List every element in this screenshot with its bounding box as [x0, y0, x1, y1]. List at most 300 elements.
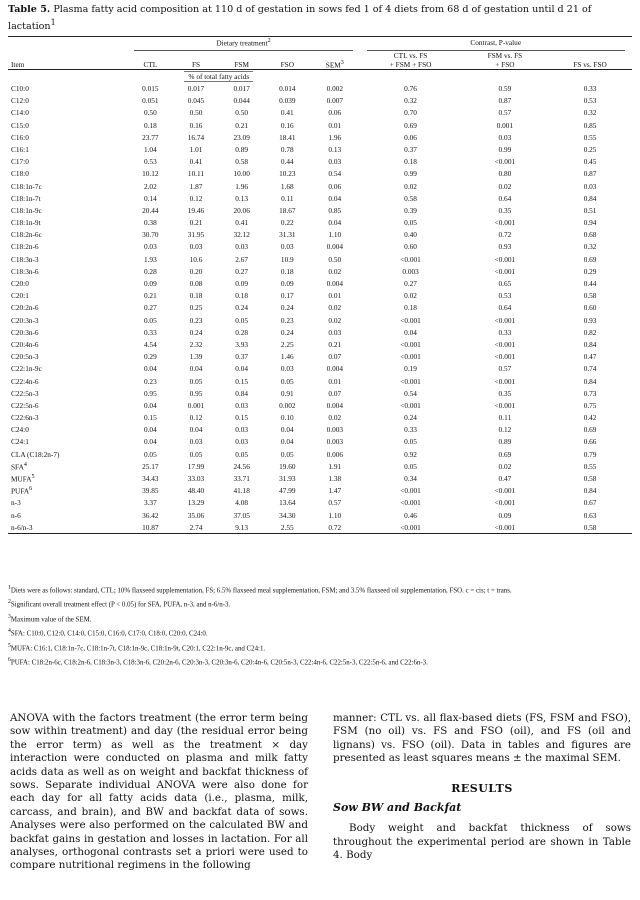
table-cell: 0.38: [143, 218, 157, 228]
table-cell: <0.001: [400, 376, 421, 386]
table-cell: 0.57: [498, 364, 512, 374]
table-cell: 0.03: [189, 437, 203, 447]
table-cell: 2.02: [143, 181, 157, 191]
table-cell: 0.02: [328, 315, 342, 325]
table-cell: 0.32: [583, 108, 597, 118]
table-cell: 0.47: [583, 352, 597, 362]
table-cell: 32.12: [233, 230, 250, 240]
table-cell: 0.05: [404, 218, 417, 228]
table-cell: 0.05: [143, 449, 157, 459]
table-cell: 0.58: [583, 522, 597, 532]
table-cell: 0.69: [583, 254, 597, 264]
item-header: Item: [11, 60, 25, 70]
table-cell: 0.37: [404, 144, 417, 154]
table-cell: 1.46: [280, 352, 294, 362]
table-cell: 10.12: [142, 169, 159, 179]
table-row: [8, 241, 632, 253]
col-header-sem: SEM$^3$: [325, 60, 344, 70]
table-cell: 0.09: [143, 279, 157, 289]
table-cell: 1.96: [235, 181, 249, 191]
table-row: [8, 82, 632, 94]
table-cell: <0.001: [494, 266, 516, 276]
table-cell: 0.93: [583, 315, 597, 325]
table-row: [8, 424, 632, 436]
table-cell: 0.04: [280, 425, 294, 435]
table-cell: 0.58: [583, 291, 597, 301]
table-cell: 0.50: [143, 108, 157, 118]
table-cell: 0.84: [583, 486, 597, 496]
col-header-fsm: FSM: [234, 60, 249, 70]
table-cell: 0.40: [404, 230, 417, 240]
table-cell: 0.54: [328, 169, 342, 179]
table-row: [8, 338, 632, 350]
row-label: n-6: [11, 510, 21, 520]
table-row: [8, 107, 632, 119]
row-label: CLA (C18:2n-7): [11, 449, 60, 459]
table-cell: 0.24: [280, 303, 294, 313]
row-label: C18:1n-9c: [11, 205, 42, 215]
table-cell: 0.59: [498, 84, 512, 94]
table-cell: 1.93: [143, 254, 157, 264]
table-cell: 0.03: [235, 242, 249, 252]
table-cell: 0.55: [583, 132, 597, 142]
table-cell: 0.22: [280, 218, 294, 228]
table-cell: <0.001: [494, 352, 516, 362]
table-cell: 0.58: [235, 157, 249, 167]
table-cell: 37.05: [233, 510, 250, 520]
table-cell: 30.70: [142, 230, 159, 240]
table-cell: 0.87: [583, 169, 597, 179]
table-cell: 0.15: [143, 413, 157, 423]
table-cell: 0.03: [280, 364, 294, 374]
table-cell: 0.04: [143, 437, 157, 447]
table-row: [8, 143, 632, 155]
table-cell: 0.004: [326, 279, 344, 289]
table-cell: 0.06: [328, 181, 342, 191]
table-cell: 35.06: [187, 510, 205, 520]
row-label: C18:2n-6: [11, 242, 39, 252]
table-cell: 34.43: [142, 474, 159, 484]
footnote: $^5$MUFA: C16:1, C18:1n-7c, C18:1n-7t, C18:1n-9c, C18:1n-9t, C20:1, C22:1n-9c, and C24:1.: [8, 642, 266, 653]
row-label: C10:0: [11, 84, 29, 94]
table-cell: 0.67: [583, 498, 597, 508]
row-label: C22:6n-3: [11, 413, 39, 423]
table-cell: 0.20: [189, 266, 203, 276]
table-cell: 39.85: [142, 486, 159, 496]
row-label: C16:1: [11, 144, 29, 154]
row-label: C17:0: [11, 157, 29, 167]
table-row: [8, 485, 632, 497]
table-row: [8, 229, 632, 241]
table-row: [8, 290, 632, 302]
row-label: C20:2n-6: [11, 303, 39, 313]
col-header-contrast-1: CTL vs. FS + FSM + FSO: [389, 51, 432, 70]
table-cell: 0.82: [583, 327, 597, 337]
table-cell: 1.47: [328, 486, 342, 496]
table-cell: 0.007: [326, 96, 344, 106]
results-paragraph: Body weight and backfat thickness of sows throughout the experimental period are shown in Table 4. Body: [333, 822, 631, 862]
table-cell: 0.039: [279, 96, 296, 106]
table-cell: 0.25: [189, 303, 203, 313]
table-cell: 0.50: [328, 254, 342, 264]
row-label: C14:0: [11, 108, 29, 118]
table-cell: 10.00: [233, 169, 250, 179]
table-cell: <0.001: [400, 254, 421, 264]
table-cell: 0.02: [404, 181, 417, 191]
table-cell: 0.05: [404, 437, 417, 447]
row-label: C20:1: [11, 291, 29, 301]
table-cell: 0.002: [279, 400, 296, 410]
table-cell: 0.03: [328, 327, 342, 337]
table-cell: 3.93: [235, 339, 249, 349]
table-cell: 1.04: [143, 144, 157, 154]
table-row: [8, 460, 632, 472]
table-cell: 10.23: [279, 169, 296, 179]
table-row: [8, 509, 632, 521]
table-cell: 0.18: [143, 120, 157, 130]
table-cell: 0.33: [143, 327, 157, 337]
table-cell: 0.05: [280, 376, 294, 386]
table-cell: 0.001: [187, 400, 205, 410]
table-cell: 0.045: [187, 96, 205, 106]
table-cell: 0.06: [404, 132, 417, 142]
row-label: C20:4n-6: [11, 339, 39, 349]
table-cell: 0.51: [583, 205, 597, 215]
table-cell: <0.001: [400, 498, 421, 508]
table-cell: 0.85: [328, 205, 342, 215]
table-cell: 0.03: [235, 400, 249, 410]
caption-footnote-marker: 1: [50, 17, 56, 27]
table-cell: 0.84: [235, 388, 249, 398]
table-cell: 0.04: [328, 193, 342, 203]
table-cell: 0.58: [404, 193, 417, 203]
table-cell: <0.001: [494, 218, 516, 228]
col-header-contrast-2: FSM vs. FS + FSO: [487, 51, 523, 70]
table-row: [8, 436, 632, 448]
row-label: MUFA$^5$: [11, 474, 35, 484]
table-cell: 0.32: [404, 96, 417, 106]
table-cell: 0.04: [280, 437, 294, 447]
table-cell: 0.87: [498, 96, 512, 106]
table-row: [8, 265, 632, 277]
table-cell: 0.05: [189, 449, 203, 459]
treatment-group-header: Dietary treatment: [216, 38, 268, 48]
table-cell: 0.28: [235, 327, 249, 337]
table-cell: 0.003: [326, 437, 344, 447]
table-row: [8, 521, 632, 534]
table-cell: 0.05: [235, 449, 249, 459]
table-cell: 0.29: [143, 352, 157, 362]
table-cell: 0.044: [233, 96, 250, 106]
table-cell: 31.31: [279, 230, 296, 240]
table-cell: <0.001: [494, 157, 516, 167]
table-cell: 0.94: [583, 218, 597, 228]
row-label: C18:1n-7c: [11, 181, 42, 191]
table-row: [8, 277, 632, 289]
table-cell: 0.01: [328, 291, 342, 301]
table-cell: 0.02: [498, 461, 512, 471]
table-cell: 33.03: [187, 474, 205, 484]
methods-paragraph: ANOVA with the factors treatment (the error term being sow within treatment) and day (the residual error being the error term) as well as the treatment × day interaction were conducted on plasma and milk fatty acids data as well as on weight and backfat thickness of sows. Separate individual ANOVA were also done for each day for all fatty acids data (i.e., plasma, milk, carcass, and brain), and BW and backfat data of sows. Analyses were also performed on the calculated BW and backfat gains in gestation and losses in lactation. For all analyses, orthogonal contrasts set a priori were used to compare nutritional regimens in the following: [10, 712, 308, 872]
row-label: C20:3n-3: [11, 315, 39, 325]
table-row: [8, 216, 632, 228]
table-cell: 0.84: [583, 339, 597, 349]
table-cell: <0.001: [494, 254, 516, 264]
table-cell: 0.04: [143, 425, 157, 435]
table-cell: 0.18: [404, 303, 417, 313]
table-cell: 0.04: [189, 425, 203, 435]
footnote: $^6$PUFA: C18:2n-6c, C18:2n-6, C18:3n-3, C18:3n-6, C20:2n-6, C20:3n-3, C20:3n-6, C20:4n-6, C20:5n-3, C22:4n-6, C22:5n-3, C22:5n-6, and C22:6n-3.: [8, 657, 428, 667]
table-cell: 0.11: [498, 413, 512, 423]
table-cell: 0.70: [404, 108, 417, 118]
table-cell: 13.64: [279, 498, 296, 508]
table-cell: 48.40: [187, 486, 205, 496]
row-label: n-3: [11, 498, 21, 508]
table-cell: 0.64: [498, 303, 512, 313]
table-cell: 33.71: [233, 474, 250, 484]
table-cell: 0.46: [404, 510, 417, 520]
table-cell: 13.29: [187, 498, 205, 508]
table-cell: 0.33: [498, 327, 512, 337]
table-cell: 0.17: [280, 291, 294, 301]
table-row: [8, 131, 632, 143]
table-cell: 24.56: [233, 461, 250, 471]
row-label: C15:0: [11, 120, 29, 130]
table-cell: <0.001: [494, 339, 516, 349]
table-cell: 0.92: [404, 449, 417, 459]
table-cell: 0.41: [235, 218, 249, 228]
table-cell: 17.99: [187, 461, 205, 471]
table-cell: 0.53: [498, 291, 512, 301]
table-cell: <0.001: [400, 339, 421, 349]
table-cell: 0.54: [404, 388, 417, 398]
table-cell: 0.99: [498, 144, 512, 154]
table-cell: 0.84: [583, 376, 597, 386]
table-row: [8, 192, 632, 204]
table-cell: 0.11: [281, 193, 294, 203]
row-label: C18:1n-7t: [11, 193, 41, 203]
table-cell: 0.18: [189, 291, 203, 301]
table-row: [8, 119, 632, 131]
row-label: C24:0: [11, 425, 29, 435]
table-cell: 31.93: [279, 474, 296, 484]
table-row: [8, 472, 632, 484]
table-cell: <0.001: [400, 400, 421, 410]
table-cell: 0.03: [189, 242, 203, 252]
table-cell: 0.04: [404, 327, 417, 337]
table-cell: 0.39: [404, 205, 417, 215]
table-footnotes: [8, 584, 632, 671]
table-row: [8, 253, 632, 265]
table-cell: 0.76: [404, 84, 417, 94]
table-cell: <0.001: [400, 486, 421, 496]
row-label: C18:1n-9t: [11, 218, 41, 228]
table-row: [8, 326, 632, 338]
row-label: PUFA$^6$: [11, 486, 33, 496]
table-cell: 0.41: [280, 108, 294, 118]
col-header-contrast-3: FS vs. FSO: [573, 60, 607, 70]
row-label: C16:0: [11, 132, 29, 142]
table-title: Plasma fatty acid composition at 110 d of gestation in sows fed 1 of 4 diets from 68 d of gestation until d 21 of lactation: [8, 4, 592, 32]
table-cell: 0.85: [583, 120, 597, 130]
table-cell: 0.04: [143, 364, 157, 374]
table-row: [8, 387, 632, 399]
table-cell: 0.60: [583, 303, 597, 313]
table-cell: 2.25: [280, 339, 294, 349]
table-cell: 0.003: [326, 425, 344, 435]
table-cell: 0.65: [498, 279, 512, 289]
table-cell: 0.74: [583, 364, 597, 374]
table-cell: <0.001: [494, 486, 516, 496]
table-row: [8, 375, 632, 387]
results-subheading: Sow BW and Backfat: [333, 801, 462, 815]
table-cell: 4.54: [143, 339, 157, 349]
table-cell: 1.10: [328, 510, 342, 520]
table-row: [8, 448, 632, 460]
table-cell: 0.69: [404, 120, 417, 130]
table-cell: 0.50: [189, 108, 203, 118]
table-cell: 19.60: [279, 461, 296, 471]
table-cell: <0.001: [494, 376, 516, 386]
table-row: [8, 168, 632, 180]
table-cell: 0.02: [498, 181, 512, 191]
table-cell: 0.27: [143, 303, 157, 313]
table-cell: 0.02: [328, 303, 342, 313]
table-cell: 0.18: [404, 157, 417, 167]
table-cell: <0.001: [494, 498, 516, 508]
row-label: C22:4n-6: [11, 376, 39, 386]
table-row: [8, 180, 632, 192]
table-cell: 0.04: [143, 400, 157, 410]
table-cell: 0.35: [498, 388, 512, 398]
table-cell: <0.001: [494, 400, 516, 410]
methods-paragraph-continued: manner: CTL vs. all flax-based diets (FS, FSM and FSO), FSM (no oil) vs. FS and FSO (oil), and FS (oil and lignans) vs. FSO (oil). Data in tables and figures are presented as least squares means ± the maximal SEM.: [333, 712, 631, 765]
table-cell: 0.53: [143, 157, 157, 167]
table-cell: 3.37: [143, 498, 157, 508]
table-cell: 0.47: [498, 474, 512, 484]
table-cell: 0.37: [235, 352, 249, 362]
table-cell: 0.04: [235, 364, 249, 374]
body-column-right: [333, 712, 631, 863]
table-cell: 0.21: [235, 120, 249, 130]
table-cell: 0.55: [583, 461, 597, 471]
table-cell: 0.44: [583, 279, 597, 289]
table-row: [8, 314, 632, 326]
table-cell: 0.05: [235, 315, 249, 325]
table-cell: 0.15: [235, 413, 249, 423]
table-cell: 0.004: [326, 400, 344, 410]
table-cell: 0.33: [583, 84, 597, 94]
table-cell: 0.75: [583, 400, 597, 410]
table-cell: 0.57: [328, 498, 342, 508]
table-row: [8, 351, 632, 363]
table-cell: 0.91: [280, 388, 294, 398]
table-cell: 36.42: [142, 510, 159, 520]
table-cell: 2.32: [189, 339, 203, 349]
table-cell: 0.12: [189, 413, 203, 423]
table-row: [8, 302, 632, 314]
table-cell: 0.13: [235, 193, 249, 203]
table-cell: 1.91: [328, 461, 342, 471]
row-label: C20:0: [11, 279, 29, 289]
table-cell: 0.44: [280, 157, 294, 167]
table-cell: 0.68: [583, 230, 597, 240]
table-cell: 0.73: [583, 388, 597, 398]
results-heading: RESULTS: [451, 781, 513, 795]
table-cell: 0.051: [142, 96, 159, 106]
table-cell: 0.03: [280, 242, 294, 252]
table-cell: 0.10: [280, 413, 294, 423]
table-cell: 0.07: [328, 388, 342, 398]
table-cell: 0.33: [404, 425, 417, 435]
table-cell: 0.45: [583, 157, 597, 167]
footnote: $^1$Diets were as follows: standard, CTL; 10% flaxseed supplementation, FS; 6.5% flaxseed meal supplementation, FSM; and 3.5% flaxseed oil supplementation, FSO. c = cis; t = trans.: [8, 585, 512, 595]
table-cell: 0.03: [235, 425, 249, 435]
table-cell: 20.06: [233, 205, 250, 215]
footnote: $^2$Significant overall treatment effect (P < 0.05) for SFA, PUFA, n-3, and n-6/n-3.: [8, 599, 231, 609]
table-cell: 0.15: [235, 376, 249, 386]
table-cell: 0.50: [235, 108, 249, 118]
table-cell: 1.39: [189, 352, 203, 362]
table-cell: 0.03: [143, 242, 157, 252]
table-cell: 0.24: [280, 327, 294, 337]
table-cell: 0.53: [583, 96, 597, 106]
table-cell: 0.78: [280, 144, 294, 154]
table-cell: 0.89: [235, 144, 249, 154]
table-cell: <0.001: [400, 315, 421, 325]
table-row: [8, 411, 632, 423]
row-label: n-6/n-3: [11, 522, 33, 532]
table-cell: 16.74: [187, 132, 205, 142]
row-label: C20:3n-6: [11, 327, 39, 337]
table-cell: 0.24: [189, 327, 203, 337]
table-cell: 0.004: [326, 364, 344, 374]
table-cell: <0.001: [494, 522, 516, 532]
col-header-fs: FS: [191, 60, 201, 70]
table-cell: 0.02: [404, 291, 417, 301]
table-cell: 2.55: [280, 522, 294, 532]
table-cell: 18.41: [279, 132, 296, 142]
table-cell: 0.99: [404, 169, 417, 179]
table-cell: 0.63: [583, 510, 597, 520]
table-cell: 0.002: [326, 84, 344, 94]
table-cell: 0.64: [498, 193, 512, 203]
table-row: [8, 497, 632, 509]
table-cell: 0.58: [583, 474, 597, 484]
table-cell: 0.95: [189, 388, 203, 398]
table-cell: 0.57: [498, 108, 512, 118]
table-cell: 0.03: [583, 181, 597, 191]
table-cell: <0.001: [400, 522, 421, 532]
table-cell: 34.30: [279, 510, 296, 520]
table-cell: 9.13: [235, 522, 249, 532]
table-cell: 0.04: [328, 218, 342, 228]
units-label: % of total fatty acids: [184, 71, 253, 82]
table-cell: 0.35: [498, 205, 512, 215]
table-cell: 47.99: [279, 486, 296, 496]
table-cell: 23.77: [142, 132, 159, 142]
table-cell: 0.12: [498, 425, 512, 435]
table-cell: 1.68: [280, 181, 294, 191]
table-cell: 0.24: [404, 413, 417, 423]
row-label: C24:1: [11, 437, 29, 447]
footnote: $^3$Maximum value of the SEM.: [8, 613, 92, 624]
table-cell: 0.017: [233, 84, 250, 94]
table-cell: 1.01: [189, 144, 203, 154]
table-cell: 0.05: [143, 315, 157, 325]
row-label: C12:0: [11, 96, 29, 106]
row-label: C22:5n-6: [11, 400, 39, 410]
